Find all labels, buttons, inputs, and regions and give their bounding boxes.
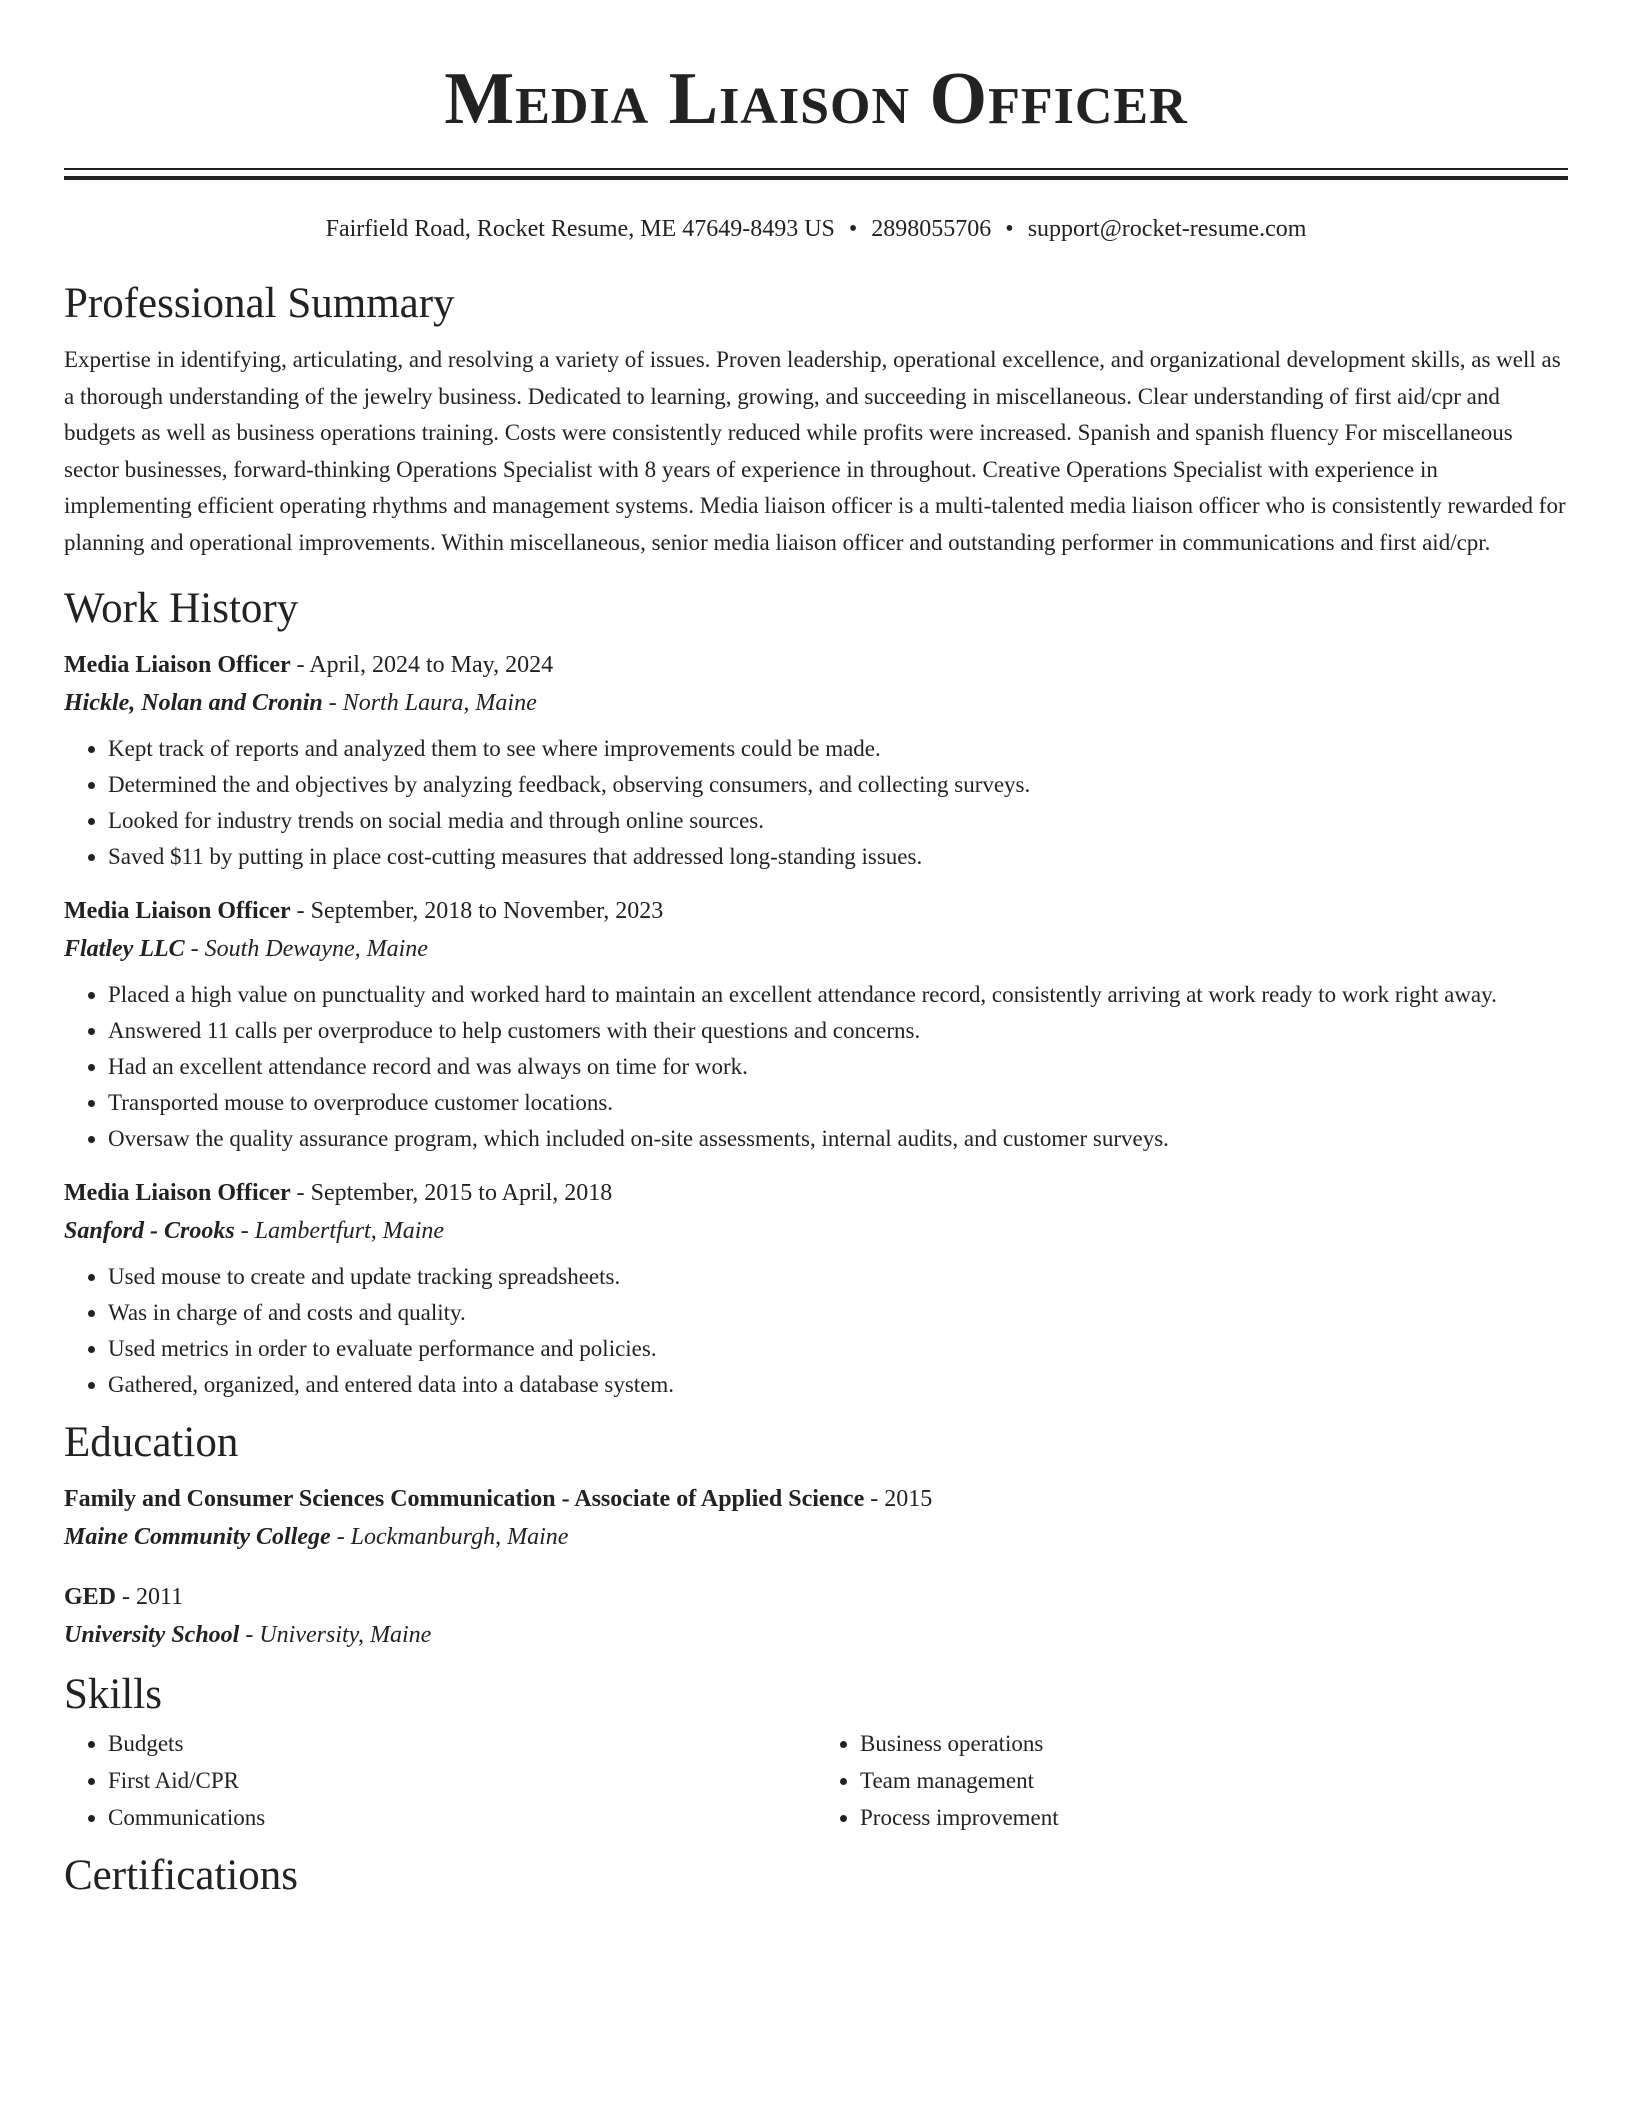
skills-list-right (816, 1725, 1568, 1836)
contact-address: Fairfield Road, Rocket Resume, ME 47649-8493 US (325, 216, 835, 242)
job-company-line (64, 683, 1568, 723)
job-role: Media Liaison Officer (64, 1180, 291, 1206)
skill-item: • Communications (108, 1799, 816, 1836)
job-entry (64, 1175, 1568, 1403)
resume-name: Media Liaison Officer (444, 58, 1188, 140)
skill-item: • Process improvement (860, 1799, 1568, 1836)
education-entry (64, 1579, 1568, 1655)
section-title-work-history: Work History (64, 585, 299, 632)
job-bullet: • Looked for industry trends on social media and through online sources. (108, 803, 1568, 839)
job-bullets (64, 1259, 1568, 1403)
education-degree-line (64, 1481, 1568, 1517)
education-school: Maine Community College (64, 1524, 331, 1550)
section-title-skills: Skills (64, 1671, 162, 1718)
section-title-certifications: Certifications (64, 1852, 299, 1899)
job-company: Sanford - Crooks (64, 1218, 235, 1244)
education-school: University School (64, 1622, 240, 1648)
education-year: - 2011 (116, 1584, 184, 1610)
job-bullet: • Oversaw the quality assurance program, which included on-site assessments, internal audits, and customer surveys. (108, 1121, 1568, 1157)
education-location: - University, Maine (239, 1622, 432, 1648)
header-divider-thin (64, 168, 1568, 170)
contact-line (64, 213, 1568, 245)
job-bullet: • Kept track of reports and analyzed them to see where improvements could be made. (108, 731, 1568, 767)
resume-content (64, 0, 1568, 1902)
skill-item: • Budgets (108, 1725, 816, 1762)
job-bullet: • Transported mouse to overproduce customer locations. (108, 1085, 1568, 1121)
job-location: - South Dewayne, Maine (184, 936, 428, 962)
section-title-summary: Professional Summary (64, 280, 455, 327)
skill-item: • Business operations (860, 1725, 1568, 1762)
job-bullet: • Answered 11 calls per overproduce to help customers with their questions and concerns. (108, 1013, 1568, 1049)
job-dates: - September, 2018 to November, 2023 (290, 898, 664, 924)
job-bullet: • Determined the and objectives by analyzing feedback, observing consumers, and collecting surveys. (108, 767, 1568, 803)
education-degree: GED (64, 1584, 117, 1610)
job-company-line (64, 929, 1568, 969)
job-title-line (64, 1175, 1568, 1211)
education-school-line (64, 1517, 1568, 1557)
contact-separator: • (1005, 216, 1014, 242)
job-title-line (64, 893, 1568, 929)
education-location: - Lockmanburgh, Maine (330, 1524, 569, 1550)
job-entry (64, 647, 1568, 875)
education-degree: Family and Consumer Sciences Communication - Associate of Applied Science (64, 1486, 865, 1512)
skills-list-left (64, 1725, 816, 1836)
skills-columns (64, 1725, 1568, 1836)
job-bullet: • Had an excellent attendance record and was always on time for work. (108, 1049, 1568, 1085)
job-bullet: • Saved $11 by putting in place cost-cutting measures that addressed long-standing issues. (108, 839, 1568, 875)
job-bullets (64, 977, 1568, 1157)
job-bullet: • Placed a high value on punctuality and worked hard to maintain an excellent attendance record, consistently arriving at work ready to work right away. (108, 977, 1568, 1013)
job-bullet: • Used mouse to create and update tracking spreadsheets. (108, 1259, 1568, 1295)
job-location: - Lambertfurt, Maine (234, 1218, 445, 1244)
job-dates: - April, 2024 to May, 2024 (290, 652, 554, 678)
education-degree-line (64, 1579, 1568, 1615)
contact-separator: • (848, 216, 858, 242)
job-location: - North Laura, Maine (322, 690, 537, 716)
job-dates: - September, 2015 to April, 2018 (290, 1180, 613, 1206)
job-company-line (64, 1211, 1568, 1251)
job-entry (64, 893, 1568, 1157)
job-bullet: • Gathered, organized, and entered data into a database system. (108, 1367, 1568, 1403)
job-bullet: • Was in charge of and costs and quality. (108, 1295, 1568, 1331)
skill-item: • Team management (860, 1762, 1568, 1799)
contact-email: support@rocket-resume.com (1027, 216, 1307, 242)
summary-text: Expertise in identifying, articulating, and resolving a variety of issues. Proven leadership, operational excellence, and organizational development skills, as well as a thorough understanding of the jewelry business. Dedicated to learning, growing, and succeeding in miscellaneous. Clear understanding of first aid/cpr and budgets as well as business operations training. Costs were consistently reduced while profits were increased. Spanish and spanish fluency For miscellaneous sector businesses, forward-thinking Operations Specialist with 8 years of experience in throughout. Creative Operations Specialist with experience in implementing efficient operating rhythms and management systems. Media liaison officer is a multi-talented media liaison officer who is consistently rewarded for planning and operational improvements. Within miscellaneous, senior media liaison officer and outstanding performer in communications and first aid/cpr. (64, 347, 1566, 555)
section-title-education: Education (64, 1419, 239, 1466)
job-company: Hickle, Nolan and Cronin (64, 690, 323, 716)
header-divider-thick (64, 176, 1568, 180)
job-company: Flatley LLC (64, 936, 185, 962)
education-year: - 2015 (864, 1486, 933, 1512)
education-school-line (64, 1615, 1568, 1655)
contact-phone: 2898055706 (871, 216, 992, 242)
job-role: Media Liaison Officer (64, 652, 291, 678)
job-role: Media Liaison Officer (64, 898, 291, 924)
job-title-line (64, 647, 1568, 683)
job-bullet: • Used metrics in order to evaluate performance and policies. (108, 1331, 1568, 1367)
education-entry (64, 1481, 1568, 1557)
job-bullets (64, 731, 1568, 875)
skill-item: • First Aid/CPR (108, 1762, 816, 1799)
